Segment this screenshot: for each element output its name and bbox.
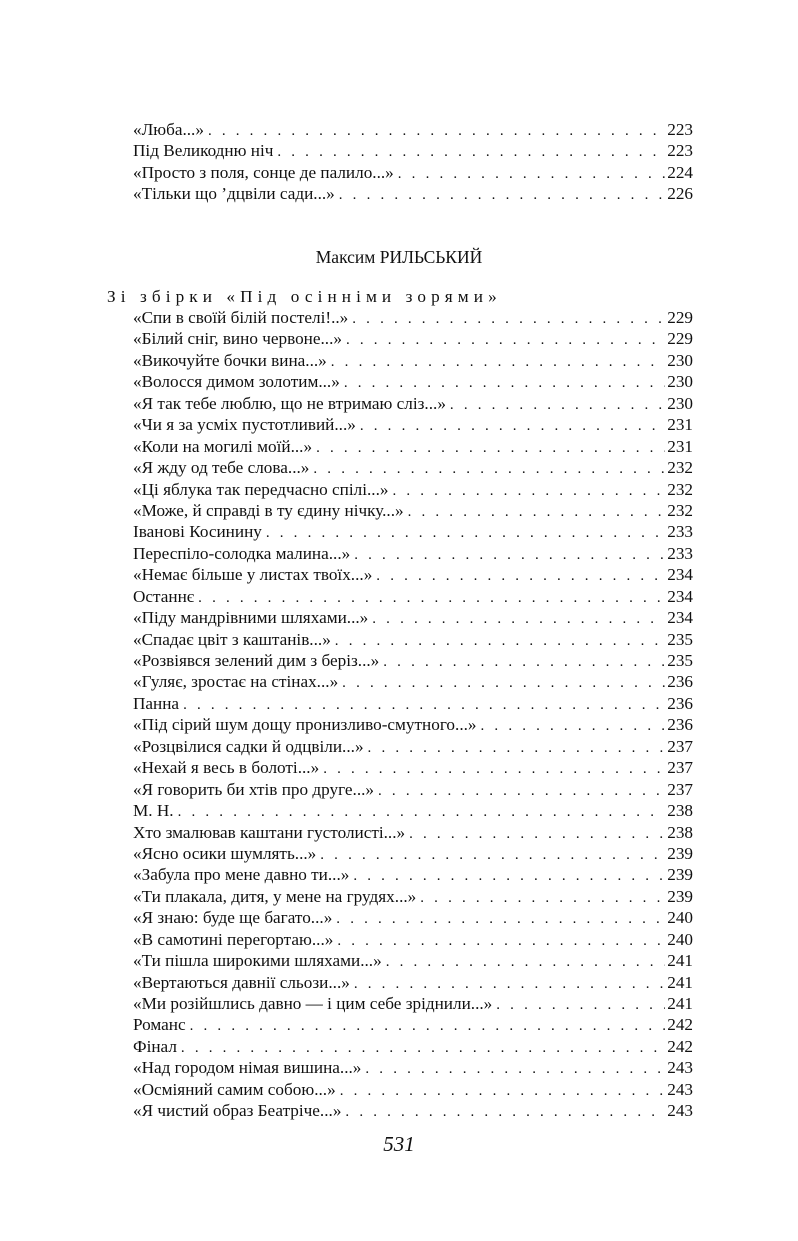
toc-entry-title: «Під сірий шум дощу пронизливо-смутного...» [133, 715, 477, 735]
toc-entry-title: «Я говорить би хтів про друге...» [133, 779, 375, 799]
toc-entry [133, 457, 693, 478]
toc-entry-page: 234 [667, 586, 693, 606]
toc-entry [133, 436, 693, 457]
toc-entry-title: «Може, й справді в ту єдину нічку...» [133, 500, 404, 520]
toc-entry-page: 229 [667, 329, 693, 349]
toc-entry-page: 239 [667, 865, 693, 885]
toc-entry [133, 629, 693, 650]
dot-leader [409, 824, 665, 845]
toc-entry-page: 226 [667, 184, 693, 204]
dot-leader [190, 1016, 666, 1037]
toc-entry [133, 800, 693, 821]
toc-entry-page: 241 [667, 972, 693, 992]
toc-entry-page: 240 [667, 929, 693, 949]
toc-entry-page: 234 [667, 565, 693, 585]
author-heading: Максим РИЛЬСЬКИЙ [315, 247, 483, 267]
toc-entry-title: «Ти пішла широкими шляхами...» [133, 951, 382, 971]
toc-entry-title: «Ти плакала, дитя, у мене на грудях...» [133, 886, 417, 906]
toc-entry-title: «Нехай я весь в болоті...» [133, 758, 320, 778]
toc-entry [133, 521, 693, 542]
dot-leader [353, 866, 665, 887]
dot-leader [408, 502, 666, 523]
dot-leader [354, 545, 665, 566]
toc-entry-page: 239 [667, 843, 693, 863]
dot-leader [378, 781, 665, 802]
toc-entry [133, 393, 693, 414]
toc-entry-title: «Чи я за усміх пустотливий...» [133, 415, 356, 435]
toc-entry-title: «Над городом німая вишина...» [133, 1058, 362, 1078]
dot-leader [365, 1059, 665, 1080]
dot-leader [266, 523, 665, 544]
toc-entry-page: 236 [667, 693, 693, 713]
toc-entry [133, 140, 693, 161]
dot-leader [323, 759, 665, 780]
toc-entry-page: 243 [667, 1101, 693, 1121]
toc-entry-page: 230 [667, 350, 693, 370]
toc-entry-page: 241 [667, 994, 693, 1013]
toc-entry-title: Іванові Косинину [133, 522, 262, 542]
dot-leader [313, 459, 665, 480]
dot-leader [344, 373, 665, 394]
toc-entry [133, 119, 693, 140]
toc-entry-title: «Люба...» [133, 120, 204, 139]
dot-leader [181, 1038, 665, 1059]
toc-entry [133, 1100, 693, 1121]
toc-entry [133, 1014, 693, 1035]
toc-entry-page: 232 [667, 500, 693, 520]
toc-entry [133, 1079, 693, 1100]
toc-entry [133, 993, 693, 1014]
toc-entry-title: «Розвіявся зелений дим з беріз...» [133, 651, 380, 670]
dot-leader [335, 631, 665, 652]
collection-heading: Зі збірки «Під осінніми зорями» [107, 287, 502, 306]
dot-leader [368, 738, 666, 759]
toc-entry [133, 693, 693, 714]
toc-entry-title: «Забула про мене давно ти...» [133, 865, 350, 885]
dot-leader [345, 1102, 665, 1123]
toc-entry-title: «Вертаються давнії сльози...» [133, 972, 350, 992]
toc-entry-title: «Спадає цвіт з каштанів...» [133, 629, 331, 649]
toc-entry-page: 233 [667, 543, 693, 563]
dot-leader [372, 609, 665, 630]
toc-entry-page: 240 [667, 908, 693, 928]
toc-entry-page: 239 [667, 886, 693, 906]
toc-entry [133, 607, 693, 628]
toc-entry-title: «Ми розійшлись давно — і цим себе зріднили...» [133, 994, 493, 1013]
dot-leader [342, 673, 665, 694]
dot-leader [386, 952, 666, 973]
toc-entry-title: Хто змалював каштани густолисті...» [133, 822, 406, 842]
toc-entry [133, 183, 693, 204]
dot-leader [320, 845, 665, 866]
dot-leader [336, 909, 665, 930]
toc-entry-title: «Спи в своїй білій постелі!..» [133, 308, 349, 327]
toc-entry-title: Переспіло-солодка малина...» [133, 543, 351, 563]
dot-leader [376, 566, 665, 587]
toc-entry-title: «Волосся димом золотим...» [133, 372, 340, 392]
toc-entry-page: 238 [667, 801, 693, 821]
dot-leader [331, 352, 665, 373]
toc-entry [133, 671, 693, 692]
toc-entry-page: 236 [667, 672, 693, 692]
toc-entry-page: 241 [667, 951, 693, 971]
toc-entry [133, 1036, 693, 1057]
toc-entry-title: «Викочуйте бочки вина...» [133, 350, 327, 370]
toc-entry [133, 929, 693, 950]
toc-entry-title: «Осміяний самим собою...» [133, 1079, 336, 1099]
toc-entry [133, 950, 693, 971]
toc-entry-page: 237 [667, 779, 693, 799]
toc-entry [133, 479, 693, 500]
toc-entry-page: 234 [667, 608, 693, 628]
toc-entry-page: 232 [667, 479, 693, 499]
toc-entry [133, 564, 693, 585]
toc-entry-title: «Розцвілися садки й одцвіли...» [133, 736, 364, 756]
toc-entry [133, 972, 693, 993]
toc-entry-page: 235 [667, 629, 693, 649]
toc-entry-title: «Я так тебе люблю, що не втримаю сліз...» [133, 393, 446, 413]
toc-entry-page: 231 [667, 436, 693, 456]
toc-entry-page: 243 [667, 1058, 693, 1078]
dot-leader [277, 142, 665, 163]
toc-entry-title: Фінал [133, 1036, 177, 1056]
dot-leader [337, 931, 665, 952]
toc-entry [133, 714, 693, 735]
dot-leader [178, 802, 666, 823]
toc-entry-title: «Просто з поля, сонце де палило...» [133, 162, 394, 182]
toc-entry [133, 307, 693, 328]
toc-entry [133, 414, 693, 435]
toc-entry-page: 224 [667, 162, 693, 182]
toc-entry [133, 162, 693, 183]
toc-entry [133, 779, 693, 800]
toc-entry-page: 230 [667, 393, 693, 413]
dot-leader [352, 309, 665, 330]
toc-entry-title: «Білий сніг, вино червоне...» [133, 329, 342, 349]
dot-leader [450, 395, 665, 416]
toc-entry [133, 350, 693, 371]
dot-leader [339, 185, 665, 206]
dot-leader [346, 330, 665, 351]
dot-leader [398, 164, 665, 185]
toc-entry-title: Романс [133, 1015, 186, 1035]
toc-entry-title: «Піду мандрівними шляхами...» [133, 608, 369, 628]
toc-entry [133, 843, 693, 864]
toc-entry-title: Панна [133, 693, 180, 713]
dot-leader [316, 438, 665, 459]
toc-entry-page: 236 [667, 715, 693, 735]
toc-entry-title: Під Великодню ніч [133, 141, 274, 161]
toc-entry-page: 237 [667, 736, 693, 756]
toc-entry-page: 235 [667, 651, 693, 670]
toc-entry [133, 328, 693, 349]
toc-entry-page: 237 [667, 758, 693, 778]
toc-entry-title: «Я чистий образ Беатріче...» [133, 1101, 342, 1121]
toc-entry [133, 1057, 693, 1078]
toc-entry [133, 864, 693, 885]
dot-leader [496, 995, 665, 1016]
toc-entry-title: «Я знаю: буде ще багато...» [133, 908, 333, 928]
dot-leader [208, 121, 665, 142]
dot-leader [420, 888, 665, 909]
toc-entry-title: М. Н. [133, 801, 174, 821]
toc-entry-page: 238 [667, 822, 693, 842]
toc-entry-page: 229 [667, 308, 693, 327]
toc-entry [133, 586, 693, 607]
toc-entry-title: «Ясно осики шумлять...» [133, 843, 317, 863]
dot-leader [360, 416, 665, 437]
toc-entry [133, 500, 693, 521]
toc-entry [133, 736, 693, 757]
dot-leader [392, 481, 665, 502]
toc-entry-title: «Немає більше у листах твоїх...» [133, 565, 373, 585]
toc-entry-page: 242 [667, 1015, 693, 1035]
toc-entry [133, 543, 693, 564]
dot-leader [183, 695, 665, 716]
toc-entry-page: 233 [667, 522, 693, 542]
toc-entry-page: 242 [667, 1036, 693, 1056]
dot-leader [198, 588, 665, 609]
dot-leader [340, 1081, 666, 1102]
toc-entry [133, 757, 693, 778]
toc-entry-title: «Я жду од тебе слова...» [133, 458, 310, 478]
toc-entry [133, 886, 693, 907]
toc-entry-title: «В самотині перегортаю...» [133, 929, 334, 949]
toc-entry [133, 822, 693, 843]
dot-leader [383, 652, 665, 673]
toc-entry [133, 650, 693, 671]
toc-entry-title: Останнє [133, 586, 195, 606]
toc-entry-page: 231 [667, 415, 693, 435]
toc-entry [133, 907, 693, 928]
toc-entry-page: 232 [667, 458, 693, 478]
toc-entry-page: 243 [667, 1079, 693, 1099]
toc-entry-page: 223 [667, 141, 693, 161]
toc-entry-title: «Гуляє, зростає на стінах...» [133, 672, 339, 692]
toc-entry-title: «Тільки що ’дцвіли сади...» [133, 184, 335, 204]
dot-leader [481, 716, 666, 737]
page-number: 531 [383, 1132, 415, 1156]
toc-entry-page: 230 [667, 372, 693, 392]
toc-entries-rylsky [133, 307, 693, 1122]
toc-entries-previous-author [133, 119, 693, 205]
toc-entry-page: 223 [667, 120, 693, 139]
dot-leader [354, 974, 665, 995]
toc-entry-title: «Ці яблука так передчасно спілі...» [133, 479, 389, 499]
toc-entry [133, 371, 693, 392]
toc-entry-title: «Коли на могилі моїй...» [133, 436, 313, 456]
